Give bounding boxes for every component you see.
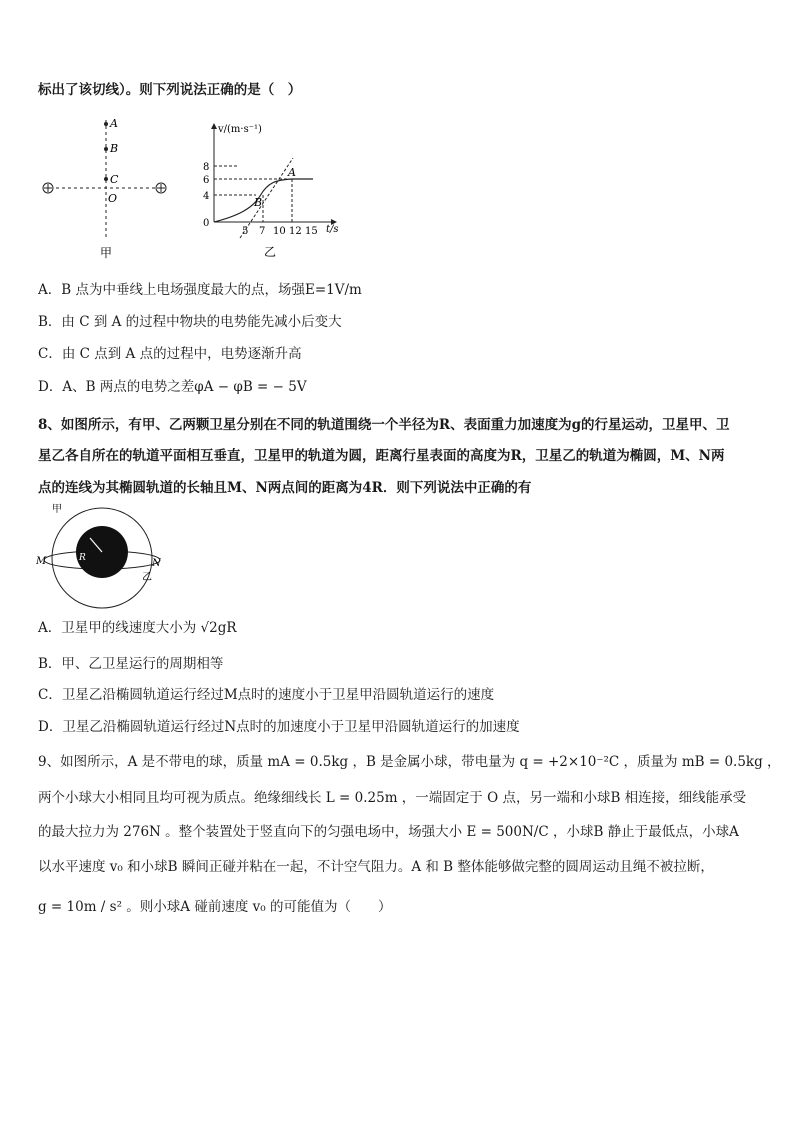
q9-stem-line-1: 9、如图所示，A 是不带电的球，质量 mA = 0.5kg ，B 是金属小球，带电量为 q = +2×10⁻²C ，质量为 mB = 0.5kg ， (38, 754, 781, 770)
q7-option-C: C．由 C 点到 A 点的过程中，电势逐渐升高 (38, 346, 302, 362)
x-tick-10: 10 (273, 226, 286, 237)
q8-option-B: B．甲、乙卫星运行的周期相等 (38, 656, 224, 672)
x-tick-7: 7 (259, 226, 266, 237)
q8-stem-line-2: 星乙各自所在的轨道平面相互垂直，卫星甲的轨道为圆，距离行星表面的高度为R，卫星乙的轨道为椭圆，M、N两 (38, 448, 725, 464)
q7-option-D: D．A、B 两点的电势之差φA − φB = − 5V (38, 379, 307, 395)
q7-stem-tail: 标出了该切线）。则下列说法正确的是（ ） (38, 82, 302, 98)
label-jia: 甲 (52, 504, 62, 515)
q8-orbit-figure (36, 500, 168, 612)
q9-stem-line-5: g = 10m / s² 。则小球A 碰前速度 v₀ 的可能值为（ ） (38, 899, 392, 915)
radius-label: R (79, 553, 86, 563)
x-tick-12: 12 (289, 226, 302, 237)
label-A: A (110, 117, 118, 130)
point-B-label: B (254, 196, 263, 209)
q9-stem-line-2: 两个小球大小相同且均可视为质点。绝缘细线长 L = 0.25m ，一端固定于 O 点，另一端和小球B 相连接，细线能承受 (38, 790, 747, 806)
q7-option-A: A．B 点为中垂线上电场强度最大的点，场强E=1V/m (38, 282, 362, 298)
positive-charge-right-icon (156, 183, 166, 193)
q7-figure-yi (198, 118, 348, 263)
y-tick-6: 6 (203, 175, 210, 186)
label-N: N (152, 558, 161, 569)
q8-option-C: C．卫星乙沿椭圆轨道运行经过M点时的速度小于卫星甲沿圆轨道运行的速度 (38, 687, 495, 703)
caption-jia: 甲 (100, 246, 113, 260)
label-B: B (110, 142, 119, 155)
q7-figure-jia (40, 112, 175, 262)
label-yi: 乙 (142, 572, 152, 583)
y-tick-8: 8 (203, 162, 210, 173)
q8-option-D: D．卫星乙沿椭圆轨道运行经过N点时的加速度小于卫星甲沿圆轨道运行的加速度 (38, 719, 520, 735)
x-tick-15: 15 (305, 226, 318, 237)
y-tick-0: 0 (203, 218, 210, 229)
label-O: O (108, 192, 118, 205)
positive-charge-left-icon (43, 183, 53, 193)
q7-option-B: B．由 C 到 A 的过程中物块的电势能先减小后变大 (38, 314, 342, 330)
q9-stem-line-4: 以水平速度 v₀ 和小球B 瞬间正碰并粘在一起，不计空气阻力。A 和 B 整体能够做完整的圆周运动且绳不被拉断， (38, 859, 714, 875)
q9-stem-line-3: 的最大拉力为 276N 。整个装置处于竖直向下的匀强电场中，场强大小 E = 500N/C ，小球B 静止于最低点，小球A (38, 824, 739, 840)
point-A-label: A (288, 166, 296, 179)
q8-stem-line-3: 点的连线为其椭圆轨道的长轴且M、N两点间的距离为4R．则下列说法中正确的有 (38, 480, 532, 496)
x-axis-label: t/s (326, 224, 339, 235)
label-M: M (36, 556, 47, 567)
q8-stem-line-1: 8、如图所示，有甲、乙两颗卫星分别在不同的轨道围绕一个半径为R、表面重力加速度为g的行星运动，卫星甲、卫 (38, 417, 730, 433)
y-axis-label: v/(m·s⁻¹) (218, 124, 262, 135)
label-C: C (110, 173, 119, 186)
caption-yi: 乙 (264, 245, 277, 259)
y-tick-4: 4 (203, 191, 210, 202)
x-tick-5: 5 (242, 226, 249, 237)
q8-option-A: A．卫星甲的线速度大小为 √2gR (38, 620, 237, 636)
